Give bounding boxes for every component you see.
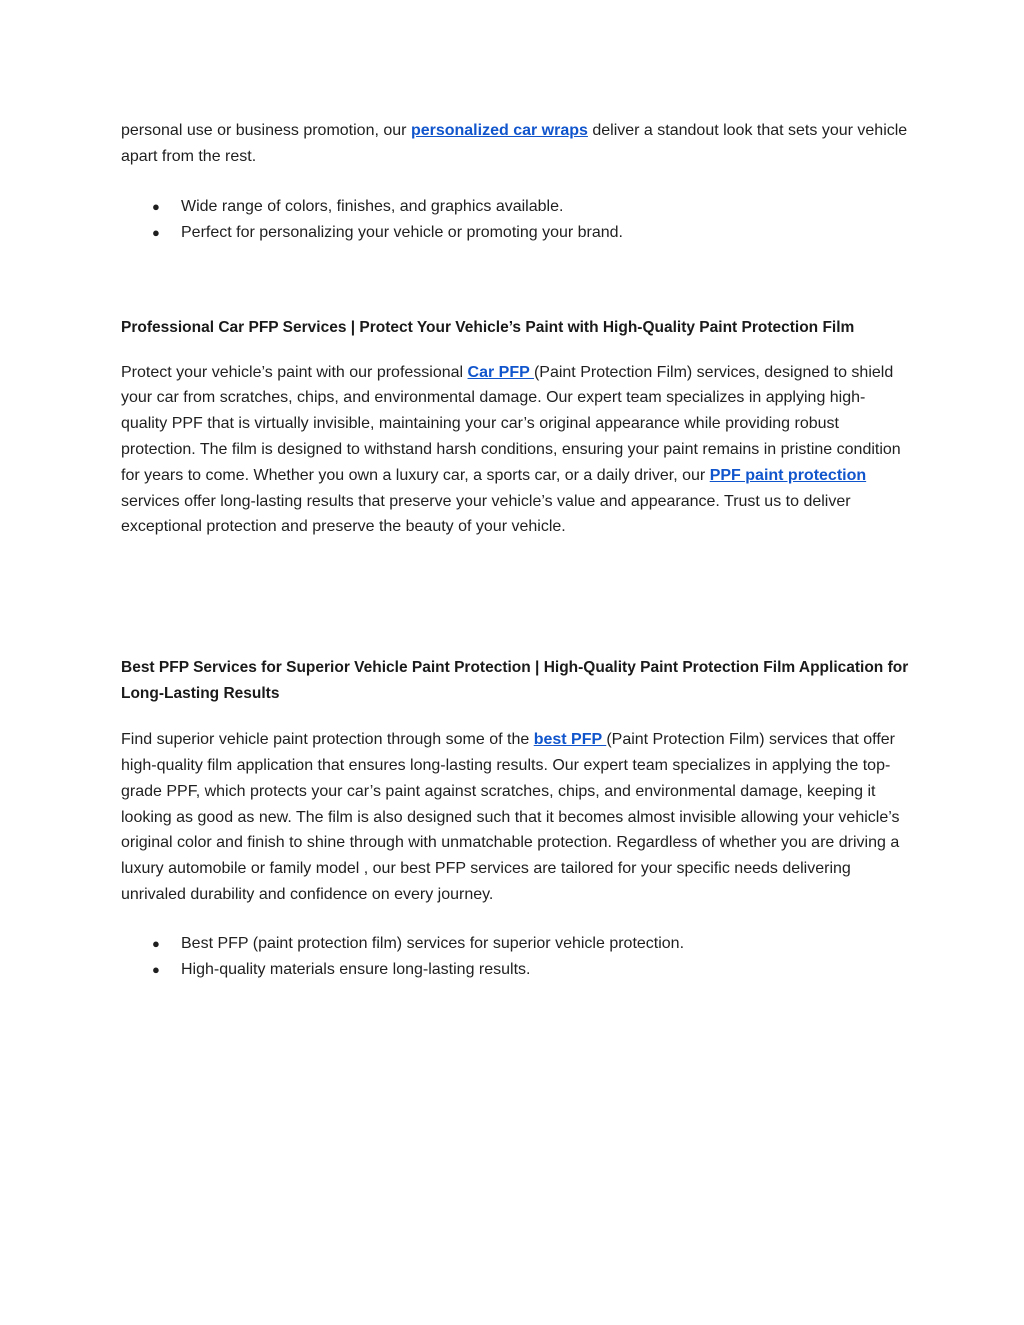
best-pfp-paragraph	[121, 727, 911, 908]
car-pfp-paragraph	[121, 360, 911, 541]
best-pfp-bullet-list	[121, 931, 911, 983]
intro-bullet-list	[121, 194, 911, 246]
intro-text-start: personal use or business promotion, our	[121, 122, 411, 139]
list-item	[121, 957, 911, 983]
list-item-text: Best PFP (paint protection film) services for superior vehicle protection.	[181, 934, 685, 952]
paragraph-text: Find superior vehicle paint protection through some of the	[121, 731, 534, 749]
list-item	[121, 220, 911, 246]
paragraph-text: (Paint Protection Film) services that offer high-quality film application that ensures long-lasting results. Our expert team specializes in applying the top-grade PPF, which protects your car’s paint against scratches, chips, and environmental damage, keeping it looking as good as new. The film is also designed such that it becomes almost invisible allowing your vehicle’s original color and finish to shine through with unmatchable protection. Regardless of whether you are driving a luxury automobile or family model , our best PFP services are tailored for your specific needs delivering unrivaled durability and confidence on every journey.	[121, 731, 900, 903]
ppf-paint-protection-link[interactable]: PPF paint protection	[709, 466, 867, 484]
bullet-icon: ●	[152, 935, 160, 951]
list-item-text: High-quality materials ensure long-lasting results.	[181, 960, 531, 978]
section-heading-best-pfp: Best PFP Services for Superior Vehicle Paint Protection | High-Quality Paint Protection Film Application for Long-Lasting Results	[121, 659, 909, 703]
best-pfp-link[interactable]: best PFP	[533, 731, 607, 749]
document-page	[121, 118, 911, 983]
list-item-text: Perfect for personalizing your vehicle or promoting your brand.	[181, 223, 623, 241]
intro-paragraph	[121, 118, 911, 170]
paragraph-text: (Paint Protection Film) services, designed to shield your car from scratches, chips, and environmental damage. Our expert team specializes in applying high-quality PPF that is virtually invisible, maintaining your car’s original appearance while providing robust protection. The film is designed to withstand harsh conditions, ensuring your paint remains in pristine condition for years to come. Whether you own a luxury car, a sports car, or a daily driver, our	[121, 363, 901, 484]
bullet-icon: ●	[152, 961, 160, 977]
list-item	[121, 194, 911, 220]
car-pfp-link[interactable]: Car PFP	[467, 363, 534, 381]
personalized-car-wraps-link[interactable]: personalized car wraps	[410, 122, 588, 139]
intro-text-end: deliver a standout look that sets your vehicle apart from the rest.	[121, 122, 908, 165]
list-item	[121, 931, 911, 957]
paragraph-text: services offer long-lasting results that preserve your vehicle’s value and appearance. Trust us to deliver exceptional protection and preserve the beauty of your vehicle.	[121, 492, 851, 536]
bullet-icon: ●	[152, 224, 160, 240]
paragraph-text: Protect your vehicle’s paint with our professional	[121, 363, 468, 381]
bullet-icon: ●	[152, 198, 160, 214]
section-heading-car-pfp: Professional Car PFP Services | Protect Your Vehicle’s Paint with High-Quality Paint Protection Film	[121, 318, 855, 336]
list-item-text: Wide range of colors, finishes, and graphics available.	[181, 197, 564, 215]
